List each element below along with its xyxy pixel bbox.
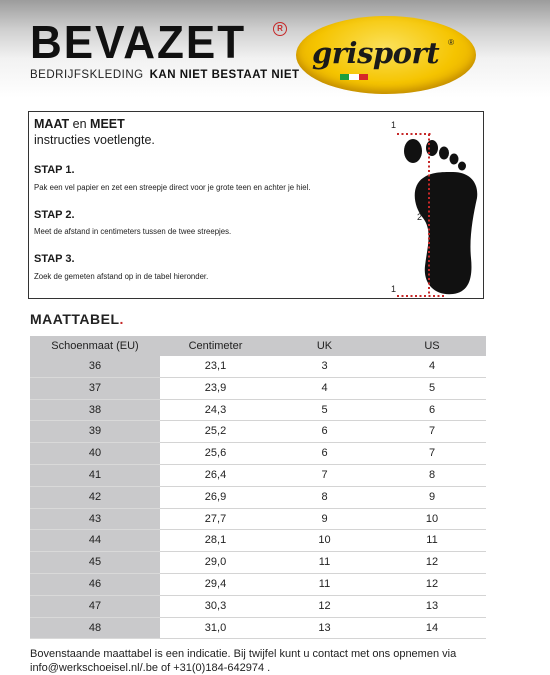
toe-4-icon: [450, 154, 459, 165]
table-row: [30, 487, 486, 509]
table-row: [30, 509, 486, 531]
cell-uk: 10: [271, 530, 378, 552]
cell-eu: 38: [30, 400, 160, 422]
cell-cm: 28,1: [160, 530, 271, 552]
header-cm: Centimeter: [188, 340, 243, 352]
header-eu: Schoenmaat (EU): [51, 340, 139, 352]
footer-note: [30, 647, 530, 675]
cell-eu: 44: [30, 530, 160, 552]
cell-us: 12: [378, 574, 486, 596]
table-row: [30, 356, 486, 378]
bevazet-logo: [30, 16, 300, 81]
table-row: [30, 552, 486, 574]
cell-us: 7: [378, 443, 486, 465]
cell-uk: 4: [271, 378, 378, 400]
table-row: [30, 400, 486, 422]
table-row: [30, 618, 486, 640]
instructions-subtitle: instructies voetlengte.: [34, 133, 155, 147]
table-header-row: [30, 336, 486, 356]
step-2-heading: STAP 2.: [34, 209, 75, 221]
cell-eu: 42: [30, 487, 160, 509]
cell-eu: 40: [30, 443, 160, 465]
size-table-title-dot: .: [119, 311, 124, 327]
footprint-icon: [415, 172, 478, 294]
cell-us: 6: [378, 400, 486, 422]
cell-eu: 39: [30, 421, 160, 443]
big-toe-icon: [404, 139, 422, 163]
header-banner: [0, 0, 550, 98]
cell-uk: 6: [271, 443, 378, 465]
cell-us: 14: [378, 618, 486, 640]
cell-uk: 7: [271, 465, 378, 487]
toe-5-icon: [458, 162, 466, 171]
cell-us: 4: [378, 356, 486, 378]
cell-eu: 43: [30, 509, 160, 531]
cell-cm: 25,6: [160, 443, 271, 465]
cell-uk: 6: [271, 421, 378, 443]
step-1-heading: STAP 1.: [34, 164, 75, 176]
cell-cm: 25,2: [160, 421, 271, 443]
table-row: [30, 574, 486, 596]
header-uk: UK: [316, 340, 333, 352]
cell-eu: 48: [30, 618, 160, 640]
brand-slogan: KAN NIET BESTAAT NIET: [149, 69, 300, 81]
flag-white: [349, 74, 358, 80]
size-table: [30, 336, 486, 639]
title-meet: MEET: [90, 117, 125, 131]
cell-uk: 9: [271, 509, 378, 531]
step-2-text: Meet de afstand in centimeters tussen de twee streepjes.: [34, 227, 232, 236]
label-middle-2: 2: [417, 212, 423, 222]
brand-sub: BEDRIJFSKLEDING: [30, 69, 144, 81]
cell-cm: 31,0: [160, 618, 271, 640]
cell-cm: 29,0: [160, 552, 271, 574]
size-table-title-text: MAATTABEL: [30, 311, 120, 327]
toe-3-icon: [439, 147, 449, 160]
cell-us: 8: [378, 465, 486, 487]
table-row: [30, 530, 486, 552]
table-row: [30, 596, 486, 618]
size-table-title: [30, 311, 124, 327]
cell-cm: 27,7: [160, 509, 271, 531]
cell-eu: 37: [30, 378, 160, 400]
cell-eu: 47: [30, 596, 160, 618]
label-bottom-1: 1: [391, 284, 397, 294]
cell-us: 10: [378, 509, 486, 531]
instructions-title: [34, 116, 155, 148]
cell-us: 13: [378, 596, 486, 618]
table-row: [30, 465, 486, 487]
footer-line-2: info@werkschoeisel.nl/.be of +31(0)184-642974 .: [30, 662, 271, 674]
cell-uk: 5: [271, 400, 378, 422]
label-top-1: 1: [391, 120, 397, 130]
step-1-text: Pak een vel papier en zet een streepje direct voor je grote teen en achter je hiel.: [34, 183, 311, 192]
footer-line-1: Bovenstaande maattabel is een indicatie. Bij twijfel kunt u contact met ons opnemen via: [30, 648, 457, 660]
instructions-box: [28, 111, 484, 299]
step-3-heading: STAP 3.: [34, 253, 75, 265]
table-row: [30, 378, 486, 400]
cell-us: 11: [378, 530, 486, 552]
registered-mark: R: [273, 22, 287, 36]
grisport-registered-mark: ®: [448, 38, 454, 47]
cell-us: 9: [378, 487, 486, 509]
toe-2-icon: [426, 140, 438, 156]
cell-cm: 26,4: [160, 465, 271, 487]
cell-uk: 13: [271, 618, 378, 640]
foot-diagram: [383, 116, 483, 298]
grisport-logo: [296, 16, 476, 94]
cell-us: 12: [378, 552, 486, 574]
cell-cm: 30,3: [160, 596, 271, 618]
cell-uk: 12: [271, 596, 378, 618]
cell-cm: 29,4: [160, 574, 271, 596]
cell-uk: 8: [271, 487, 378, 509]
cell-uk: 11: [271, 552, 378, 574]
cell-eu: 41: [30, 465, 160, 487]
cell-us: 7: [378, 421, 486, 443]
step-3-text: Zoek de gemeten afstand op in de tabel hieronder.: [34, 272, 209, 281]
cell-uk: 11: [271, 574, 378, 596]
cell-eu: 36: [30, 356, 160, 378]
table-row: [30, 421, 486, 443]
table-body: [30, 356, 486, 639]
brand-name: BEVAZET: [30, 16, 247, 69]
flag-green: [340, 74, 349, 80]
cell-eu: 46: [30, 574, 160, 596]
cell-cm: 23,9: [160, 378, 271, 400]
flag-red: [359, 74, 368, 80]
cell-cm: 26,9: [160, 487, 271, 509]
title-en: en: [69, 117, 91, 131]
brand-tagline: [30, 69, 300, 81]
cell-cm: 23,1: [160, 356, 271, 378]
title-maat: MAAT: [34, 117, 70, 131]
cell-eu: 45: [30, 552, 160, 574]
cell-uk: 3: [271, 356, 378, 378]
grisport-logo-text: grisport: [312, 36, 440, 70]
cell-us: 5: [378, 378, 486, 400]
header-us: US: [424, 340, 440, 352]
cell-cm: 24,3: [160, 400, 271, 422]
italian-flag-icon: [340, 74, 368, 80]
table-row: [30, 443, 486, 465]
